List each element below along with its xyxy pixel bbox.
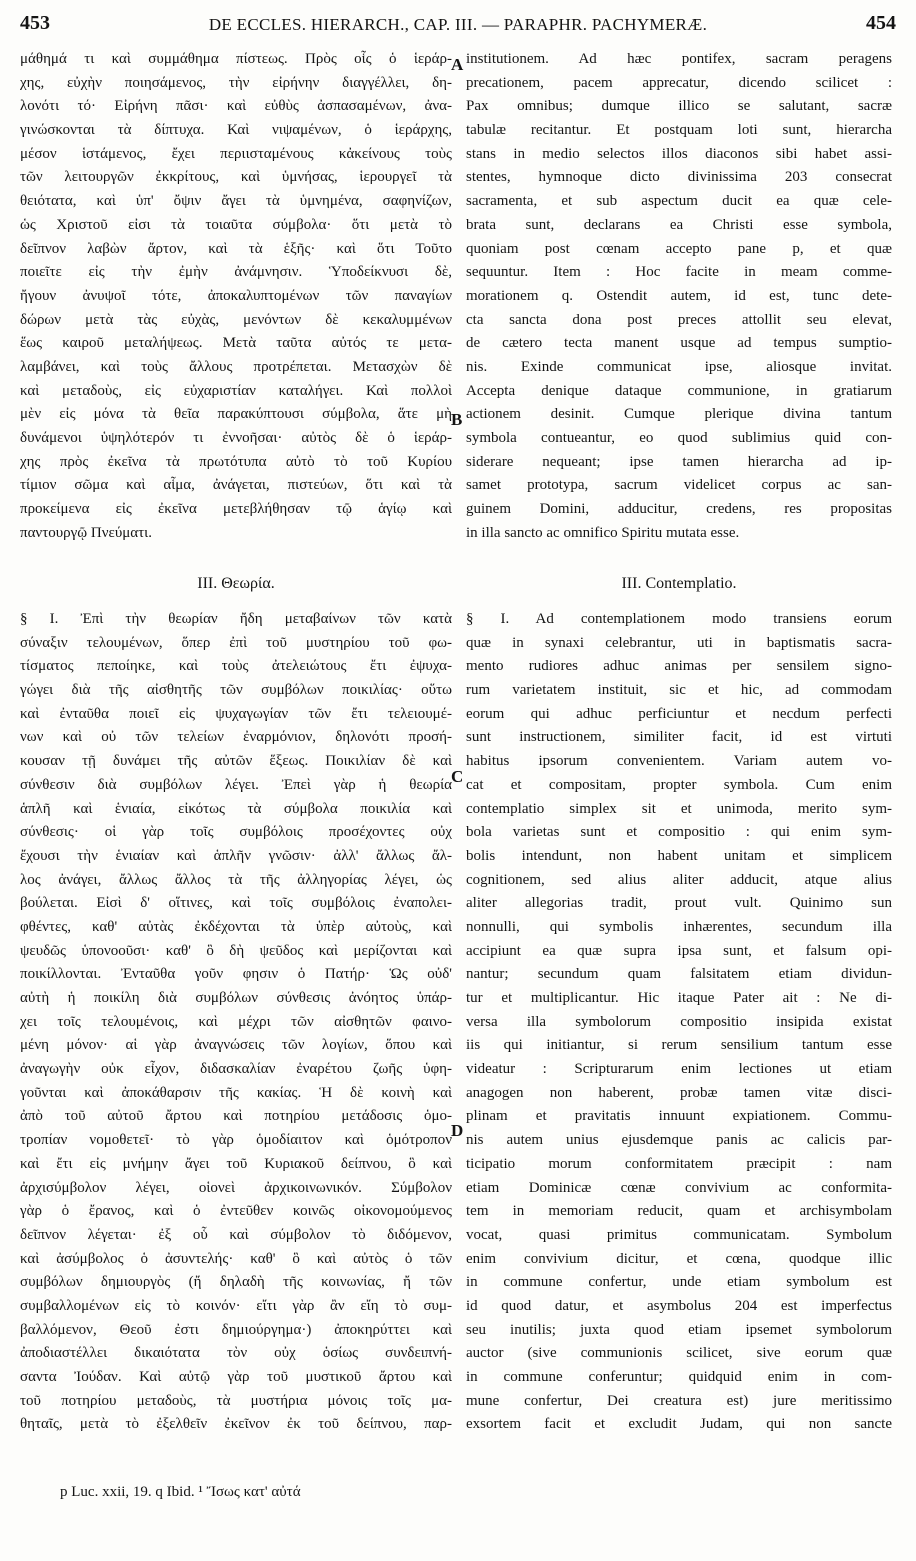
text-line: de cætero tecta manent usque ad tempus sumptio- [466, 335, 892, 352]
text-line: quoniam post cœnam accepto pane p, et quæ [466, 240, 892, 257]
text-line: anagogen non haberent, probæ tamen vitæ disci- [466, 1084, 892, 1101]
text-line: iis qui initiantur, si rerum sensilium tantum esse [466, 1037, 892, 1054]
text-line: § I. Ἐπὶ τὴν θεωρίαν ἤδη μεταβαίνων τῶν κατὰ [20, 611, 452, 627]
text-line: ποικίλλονται. Ἐνταῦθα γοῦν φησιν ὁ Πατήρ· Ὡς οὐδ' [20, 966, 452, 983]
text-line: θηταῖς, μετὰ τὸ ἐξελθεῖν ἐκεῖνον ἐκ τοῦ δείπνου, παρ- [20, 1416, 452, 1433]
text-line: ἤγουν ἀνυψοῖ τότε, ἀποκαλυπτομένων τῶν παναγίων [20, 287, 452, 304]
text-line: in illa sancto ac omnifico Spiritu mutata esse. [466, 524, 740, 541]
text-line: γινώσκονται τὰ δίπτυχα. Καὶ νιψαμένων, ὁ ἱεράρχης, [20, 122, 452, 139]
text-line: μέσον ἱστάμενος, ἔχει περιισταμένους κἀκείνους τοὺς [20, 145, 452, 162]
text-line: χης, εὐχὴν ποιησάμενος, τὴν εἰρήνην διαγγέλλει, δη- [20, 74, 452, 91]
text-line: δεῖπνον λέγεται· ἐξ οὗ καὶ σύμβολον τὸ διδόμενον, [20, 1226, 452, 1243]
text-line: δεῖπνον λαβὼν ἄρτον, καὶ τὰ ἑξῆς· καὶ ὅτι Τοῦτο [20, 240, 452, 257]
text-line: παντουργῷ Πνεύματι. [20, 524, 152, 541]
text-line: exsortem facit et excludit Judam, qui non sancte [466, 1416, 892, 1433]
text-line: λονότι τό· Εἰρήνη πᾶσι· καὶ εὐθὺς ἀσπασαμένων, ἀνα- [20, 98, 452, 115]
text-line: γὰρ ὁ ἔρανος, καὶ ὁ ἐντεῦθεν κοινῶς οἰκονομούμενος [20, 1203, 452, 1220]
text-line: ἀποδιαστέλλει δικαιότατα τὸν οὐχ ὁσίως συνδειπνή- [20, 1345, 452, 1362]
text-line: ἁπλῆ καὶ ἑνιαία, εἰκότως τὰ σύμβολα ποικιλία καὶ [20, 800, 452, 817]
margin-letter-a: A [451, 55, 464, 74]
text-line: σύνθεσιν διὰ συμβόλων λέγει. Ἐπεὶ γὰρ ἡ θεωρία [20, 776, 452, 793]
text-line: cta sancta dona post preces attollit seu elevat, [466, 311, 892, 328]
greek-column-top [20, 48, 452, 545]
text-line: καὶ ἐνταῦθα ποιεῖ εἰς ψυχαγωγίαν τῶν ἔτι τελειουμέ- [20, 705, 452, 722]
text-line: ἀναγωγὴν οὐκ εἶχον, διδασκαλίαν ἐναρέτου ζωῆς ὑφη- [20, 1061, 452, 1078]
text-line: δυνάμενοι ὑψηλότερόν τι ἐννοῆσαι· αὐτὸς δὲ ὁ ἱεράρ- [20, 430, 452, 446]
text-line: accipiunt ea quæ supra ipsa sunt, et falsum opi- [466, 942, 892, 959]
text-line: τροπίαν νομοθετεῖ· τὸ γὰρ ὁμοδίαιτον καὶ ὁμότροπον [20, 1132, 452, 1149]
text-line: sunt instructionem, similiter facit, id est virtuti [466, 729, 892, 746]
text-line: σύνθεσις· οἱ γὰρ τοῖς συμβόλοις προσέχοντες οὐχ [20, 824, 452, 841]
text-line: siderare nequeant; ipse tamen hierarcha ad ip- [466, 453, 892, 470]
text-line: in commune confertur, unde etiam symbolum est [466, 1274, 892, 1291]
text-line: bola varietas sunt et compositio : qui enim sym- [466, 824, 892, 841]
text-line: enim convivium dicitur, et cœna, quodque illic [466, 1250, 892, 1267]
text-line: γοῦνται καὶ ἀποκάθαρσιν τῆς κακίας. Ἡ δὲ κοινὴ καὶ [20, 1084, 452, 1101]
running-title: DE ECCLES. HIERARCH., CAP. III. — PARAPHR. PACHYMERÆ. [208, 15, 708, 34]
text-line: versa illa symbolorum compositio insipida existat [466, 1013, 892, 1030]
text-line: φθέντες, καθ' αὐτὰς ἐκδέχονται τὰ ὑπὲρ αὐτοὺς, καὶ [20, 918, 452, 935]
text-line: ticipatio morum conformitatem præcipit : nam [466, 1155, 892, 1172]
text-line: vocat, quasi primitus communicatam. Symbolum [466, 1226, 892, 1243]
text-line: μὲν εἰς μόνα τὰ θεῖα παρακύπτουσι σύμβολα, ἅτε μὴ [20, 406, 452, 423]
text-line: seu inutilis; juxta quod etiam ipsemet symbolorum [466, 1321, 892, 1338]
text-line: institutionem. Ad hæc pontifex, sacram peragens [466, 51, 892, 67]
text-line: δώρων μετὰ τὰς εὐχὰς, μενόντων δὲ κεκαλυμμένων [20, 311, 452, 328]
text-line: nis autem unius ejusdemque panis ac calicis par- [466, 1132, 892, 1149]
text-line: μάθημά τι καὶ συμμάθημα πίστεως. Πρὸς οἷς ὁ ἱεράρ- [20, 51, 452, 67]
text-line: λαμβάνει, καὶ τοὺς ἄλλους προτρέπεται. Μετασχὼν δὲ [20, 358, 452, 375]
text-line: τίμιον σῶμα καὶ αἷμα, ἀνάγεται, πιστεύων, ὅτι καὶ τὰ [20, 477, 452, 494]
page-number-right: 454 [866, 12, 896, 34]
text-line: λος ἀνάγει, ἄλλως ἄλλος τὰ τῆς ἀλληγορίας λέγει, ὡς [20, 871, 452, 888]
text-line: συμβαλλομένων εἰς τὸ κοινόν· εἴτι γὰρ ἂν εἴη τὸ συμ- [20, 1297, 452, 1314]
text-line: samet prototypa, sacrum videlicet corpus ac san- [466, 477, 892, 494]
latin-section-title: III. Contemplatio. [621, 575, 737, 592]
text-line: ψευδῶς ὑπονοοῦσι· καθ' ὃ δὴ ψεῦδος καὶ μερίζονται καὶ [20, 942, 452, 959]
text-line: ποιεῖτε εἰς τὴν ἐμὴν ἀνάμνησιν. Ὑποδείκνυσι δὲ, [20, 264, 452, 281]
text-line: mento rudiores adhuc animas per sensilem signo- [466, 658, 892, 675]
text-line: συμβόλων δημιουργὸς (ἤ δηλαδὴ τῆς κοινωνίας, ἤ τῶν [20, 1274, 452, 1291]
text-line: bolis intendunt, non habent unitam et simplicem [466, 847, 892, 864]
text-line: plinam et pravitatis innuunt expiationem. Commu- [466, 1108, 892, 1125]
text-line: καὶ ἀσύμβολος ὁ ἀσυντελής· καθ' ὃ καὶ αὐτὸς ὁ τῶν [20, 1250, 452, 1267]
text-line: τῶν λειτουργῶν ἐκκρίτους, καὶ ὑμνήσας, ἱερουργεῖ τὰ [20, 169, 452, 186]
text-line: γώγει διὰ τῆς αἰσθητῆς τῶν συμβόλων ποικιλίας· οὕτω [20, 682, 452, 699]
text-line: Accepta denique dataque communione, in gratiarum [466, 382, 892, 399]
text-line: contemplatio simplex sit et unimoda, merito sym- [466, 800, 892, 817]
text-line: cat et compositam, propter symbola. Cum enim [466, 776, 892, 793]
greek-section-title: III. Θεωρία. [197, 575, 275, 592]
text-line: habitus ipsorum convenientem. Variam autem vo- [466, 753, 892, 770]
text-line: stentes, hymnoque dicto divinissima 203 consecrat [466, 169, 892, 186]
text-line: rum varietatem instituit, sic et hic, ad commodam [466, 682, 892, 699]
text-line: § I. Ad contemplationem modo transiens eorum [466, 611, 892, 627]
text-line: nonnulli, qui symbolis inhærentes, secundum illa [466, 918, 892, 935]
text-line: in commune conferuntur; quidquid enim in com- [466, 1369, 892, 1385]
text-line: mune confertur, Dei creatura est) jure meritissimo [466, 1392, 892, 1409]
text-line: βαλλόμενον, Θεοῦ ἐστι δημιούργημα·) ἀποκηρύττει καὶ [20, 1321, 452, 1338]
text-line: μένη μόνον· αἱ γὰρ ἀναγνώσεις τῶν λογίων, ὅπου καὶ [20, 1037, 452, 1054]
footnotes: p Luc. xxii, 19. q Ibid. ¹ Ἴσως κατ' αὐτά [60, 1484, 301, 1500]
text-line: morationem q. Ostendit autem, id est, tunc dete- [466, 287, 892, 304]
text-line: quæ in synaxi celebrantur, uti in baptismatis sacra- [466, 634, 892, 651]
text-line: βούλεται. Εἰσὶ δ' οἵτινες, καὶ τοῖς συμβόλοις ἐναπολει- [20, 895, 452, 912]
text-line: etiam Dominicæ cœnæ convivium ac conformita- [466, 1179, 892, 1196]
text-line: actionem desinit. Cumque plerique divina tantum [466, 406, 892, 423]
greek-column-body [20, 608, 452, 1437]
text-line: ἕως καιροῦ μεταλήψεως. Μετὰ ταῦτα αὐτός τε μετα- [20, 335, 452, 352]
margin-letter-d: D [451, 1121, 464, 1140]
text-line: sequuntur. Item : Hoc facite in meam comme- [466, 264, 892, 281]
text-line: ἔχουσι τὴν ἑνιαίαν καὶ ἁπλῆν γνῶσιν· ἀλλ' ἄλλως ἄλ- [20, 847, 452, 864]
page-number-left: 453 [20, 12, 50, 34]
text-line: aliter allegorias tradit, prout vult. Quinimo sun [466, 895, 892, 912]
text-line: αὐτὴ ἡ ποικίλη διὰ συμβόλων σύνθεσις ἀνόητος ὑπάρ- [20, 990, 452, 1006]
text-line: brata sunt, declarans ea Christi esse symbola, [466, 216, 892, 233]
text-line: σαντα Ἰούδαν. Καὶ αὐτῷ γὰρ τοῦ μυστικοῦ ἄρτου καὶ [20, 1369, 452, 1385]
text-line: νων καὶ οὐ τῶν τελείων ἐναρμόνιον, δηλονότι προσή- [20, 729, 452, 746]
latin-column-body [466, 608, 892, 1437]
text-line: ἀπὸ τοῦ αὐτοῦ ἄρτου καὶ ποτηρίου μετάδοσις ὁμο- [20, 1108, 452, 1125]
text-line: videatur : Scripturarum enim lectiones ut etiam [466, 1061, 892, 1078]
text-line: ὡς Χριστοῦ εἰσι τὰ τοιαῦτα σύμβολα· ὅτι μετὰ τὸ [20, 216, 452, 233]
text-line: θειότατα, καὶ ὑπ' ὄψιν ἄγει τὰ ὑμνημένα, σαφηνίζων, [20, 193, 452, 210]
text-line: guinem Domini, adducitur, credens, res propositas [466, 501, 892, 518]
text-line: tabulæ recitantur. Et postquam loti sunt, hierarcha [466, 122, 892, 139]
text-line: καὶ ἔτι εἰς μνήμην ἄγει τοῦ Κυριακοῦ δείπνου, ὃ καὶ [20, 1155, 452, 1172]
margin-letter-b: B [451, 410, 463, 429]
text-line: nis. Exinde communicat ipse, aliosque invitat. [466, 358, 892, 375]
text-line: κουσαν τῇ δυνάμει τῆς αὐτῶν ἕξεως. Ποικιλίαν δὲ καὶ [20, 753, 452, 770]
text-line: χει τοῖς τελουμένοις, καὶ μέχρι τῶν αἰσθητῶν φαινο- [20, 1013, 452, 1030]
text-line: Pax omnibus; dumque illico se salutant, sacræ [466, 98, 892, 115]
text-line: nantur; secundum quam falsitatem etiam dividun- [466, 966, 892, 983]
text-line: tur et multiplicantur. Hic itaque Pater ait : Ne di- [466, 990, 892, 1006]
text-line: sacramenta, et sub aspectum ducit ea quæ cele- [466, 193, 892, 210]
text-line: χης πρὸς ἐκεῖνα τὰ πρωτότυπα αὐτὸ τὸ τοῦ Κυρίου [20, 453, 452, 470]
text-line: tem in memoriam reducit, quam et archisymbolam [466, 1203, 892, 1220]
text-line: προκείμενα εἰς ἐκεῖνα μετεβλήθησαν τῷ ἁγίῳ καὶ [20, 501, 452, 518]
page-header [20, 12, 896, 42]
text-line: τοῦ ποτηρίου μεταδοὺς, τὰ μυστήρια μόνοις τοῖς μα- [20, 1392, 452, 1409]
text-line: symbola contueantur, eo quod sublimius quid con- [466, 430, 892, 446]
text-line: id quod datur, et asymbolus 204 est imperfectus [466, 1297, 892, 1314]
text-line: σύναξιν τελουμένων, ὅπερ ἐπὶ τοῦ μυστηρίου τοῦ φω- [20, 634, 452, 651]
text-line: stans in medio selectos illos diaconos sibi habet assi- [466, 145, 892, 162]
text-line: καὶ μεταδοὺς, εἰς εὐχαριστίαν καταλήγει. Καὶ πολλοὶ [20, 382, 452, 399]
latin-column-top [466, 48, 892, 545]
text-line: ἀρχισύμβολον λέγει, οἱονεὶ ἀρχικοινωνικόν. Σύμβολον [20, 1179, 452, 1196]
text-line: precationem, pacem apprecatur, dicendo scilicet : [466, 74, 892, 91]
text-line: τίσματος πεποίηκε, καὶ τοὺς ἀτελειώτους ἔτι ἐψυχα- [20, 658, 452, 675]
text-line: auctor (sive communionis scilicet, sive eorum quæ [466, 1345, 892, 1362]
margin-letter-c: C [451, 767, 464, 786]
text-line: eorum qui adhuc perficiuntur et necdum perfecti [466, 705, 892, 722]
text-line: cognitionem, sed alius aliter adducit, atque alius [466, 871, 892, 888]
